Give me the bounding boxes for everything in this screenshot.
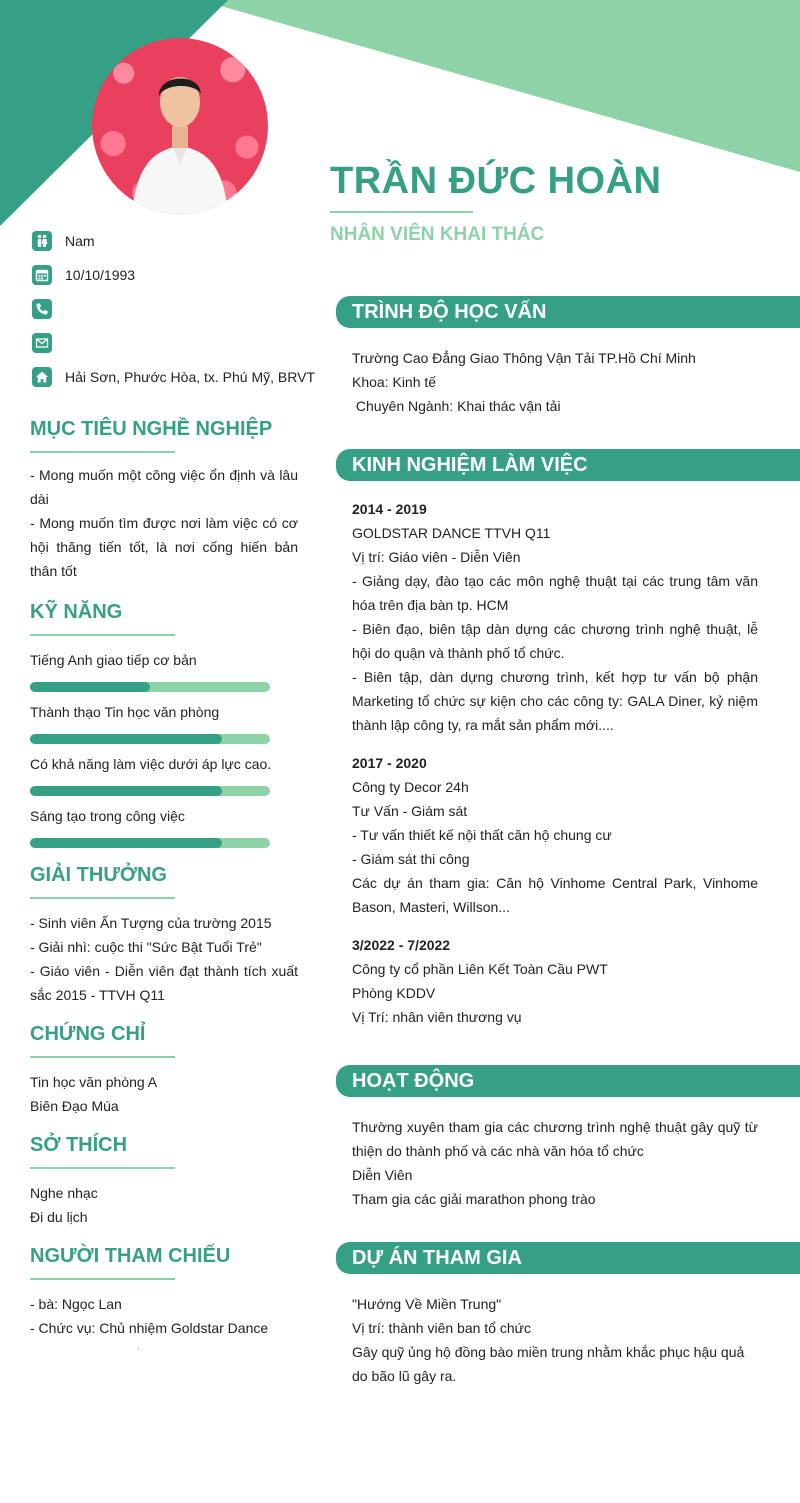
education-heading: TRÌNH ĐỘ HỌC VẤN [336,296,800,328]
job-line: Phòng KDDV [352,985,436,1001]
references-body [30,1292,298,1340]
certificates-divider [30,1056,175,1058]
projects-body [336,1292,800,1388]
job-title: NHÂN VIÊN KHAI THÁC [330,224,545,245]
education-body [336,346,800,418]
award-line: - Giải nhì: cuộc thi "Sức Bật Tuổi Trẻ" [30,939,262,955]
project-line: Gây quỹ ủng hộ đồng bào miền trung nhằm khắc phục hậu quả do bão lũ gây ra. [352,1344,745,1384]
hobbies-heading: SỞ THÍCH [30,1134,128,1156]
certificates-section [30,1023,298,1118]
objective-line: - Mong muốn một công việc ổn định và lâu dài [30,467,298,507]
gender-value: Nam [65,233,95,249]
contact-email [32,326,322,360]
experience-heading: KINH NGHIỆM LÀM VIỆC [336,449,800,481]
job-line: - Giảng dạy, đào tạo các môn nghệ thuật tại các trung tâm văn hóa trên địa bàn tp. HCM [352,573,758,613]
job-period: 2017 - 2020 [352,755,427,771]
skill-bar-fill [30,838,222,848]
hobby-line: Nghe nhạc [30,1185,98,1201]
skill-bar-fill [30,734,222,744]
skills-section [30,601,298,858]
skill-label: Thành thạo Tin học văn phòng [30,704,220,720]
activity-line: Diễn Viên [352,1167,413,1183]
skill-label: Có khả năng làm việc dưới áp lực cao. [30,756,272,772]
education-line: Trường Cao Đẳng Giao Thông Vận Tải TP.Hồ Chí Minh [352,350,696,366]
awards-heading: GIẢI THƯỞNG [30,864,167,886]
references-section [30,1245,298,1340]
address-value: Hải Sơn, Phước Hòa, tx. Phú Mỹ, BRVT [65,369,316,385]
job-line: GOLDSTAR DANCE TTVH Q11 [352,525,551,541]
hobbies-body [30,1181,298,1229]
job-line: - Giám sát thi công [352,851,470,867]
activities-body [336,1115,800,1211]
job-line: Công ty Decor 24h [352,779,469,795]
skill-bar-fill [30,786,222,796]
awards-body [30,911,298,1007]
skill-label: Tiếng Anh giao tiếp cơ bản [30,652,197,668]
certificates-heading: CHỨNG CHỈ [30,1023,146,1045]
job-line: Công ty cổ phần Liên Kết Toàn Cầu PWT [352,961,608,977]
job-line: - Biên tập, dàn dựng chương trình, kết hợp tư vấn bộ phận Marketing tổ chức sự kiện cho các công ty: GALA Diner, kỷ niệm thành lập công ty, ra mắt sản phẩm mới.... [352,669,758,733]
education-line: Khoa: Kinh tế [352,374,437,390]
award-line: - Sinh viên Ấn Tượng của trường 2015 [30,915,272,931]
skills-divider [30,634,175,636]
calendar-icon [32,265,52,285]
skill-bar [30,786,270,796]
skill-bar [30,734,270,744]
certificate-line: Tin học văn phòng A [30,1074,158,1090]
skill-label: Sáng tạo trong công việc [30,808,185,824]
project-line: Vị trí: thành viên ban tổ chức [352,1320,532,1336]
gender-icon [32,231,52,251]
job-line: Các dự án tham gia: Căn hộ Vinhome Central Park, Vinhome Bason, Masteri, Willson... [352,875,758,915]
project-line: "Hướng Về Miền Trung" [352,1296,502,1312]
stray-dot [138,1348,139,1349]
header-triangle-light [200,0,800,172]
mail-icon [32,333,52,353]
certificates-body [30,1070,298,1118]
skill-bar-fill [30,682,150,692]
avatar [92,38,268,214]
job-line: Tư Vấn - Giám sát [352,803,468,819]
reference-line: - bà: Ngọc Lan [30,1296,122,1312]
contact-gender [32,224,322,258]
objective-section [30,418,298,583]
skill-bar [30,838,270,848]
objective-heading: MỤC TIÊU NGHỀ NGHIỆP [30,418,273,440]
job-line: Vị trí: Giáo viên - Diễn Viên [352,549,521,565]
activities-heading: HOẠT ĐỘNG [336,1065,800,1097]
objective-body [30,463,298,583]
education-line: Chuyên Ngành: Khai thác vận tải [352,398,561,414]
skills-heading: KỸ NĂNG [30,601,123,623]
activities-section [336,1065,800,1211]
experience-section [336,449,800,1029]
home-icon [32,367,52,387]
name-divider [330,211,473,213]
hobby-line: Đi du lịch [30,1209,88,1225]
job-line: - Tư vấn thiết kế nội thất căn hộ chung cư [352,827,612,843]
activity-line: Tham gia các giải marathon phong trào [352,1191,596,1207]
phone-icon [32,299,52,319]
job-period: 2014 - 2019 [352,501,427,517]
contact-address [32,360,322,394]
job-period: 3/2022 - 7/2022 [352,937,451,953]
awards-section [30,864,298,1007]
activity-line: Thường xuyên tham gia các chương trình nghệ thuật gây quỹ từ thiện do thành phố và các nhà văn hóa tổ chức [352,1119,758,1159]
award-line: - Giáo viên - Diễn viên đạt thành tích xuất sắc 2015 - TTVH Q11 [30,963,298,1003]
references-divider [30,1278,175,1280]
objective-line: - Mong muốn tìm được nơi làm việc có cơ hội thăng tiến tốt, là nơi cống hiến bản thân tốt [30,515,298,579]
projects-section [336,1242,800,1388]
experience-body [336,497,800,1029]
references-heading: NGƯỜI THAM CHIẾU [30,1245,231,1267]
skill-bar [30,682,270,692]
contact-info [32,224,322,394]
candidate-name: TRẦN ĐỨC HOÀN [330,160,662,202]
awards-divider [30,897,175,899]
objective-divider [30,451,175,453]
skills-list [30,650,298,848]
certificate-line: Biên Đạo Múa [30,1098,119,1114]
job-line: - Biên đạo, biên tập dàn dựng các chương trình nghệ thuật, lễ hội do quận và thành phố tổ chức. [352,621,758,661]
dob-value: 10/10/1993 [65,267,136,283]
projects-heading: DỰ ÁN THAM GIA [336,1242,800,1274]
job-line: Vị Trí: nhân viên thương vụ [352,1009,522,1025]
education-section [336,296,800,418]
hobbies-section [30,1134,298,1229]
hobbies-divider [30,1167,175,1169]
contact-phone [32,292,322,326]
reference-line: - Chức vụ: Chủ nhiệm Goldstar Dance [30,1320,269,1336]
contact-dob [32,258,322,292]
